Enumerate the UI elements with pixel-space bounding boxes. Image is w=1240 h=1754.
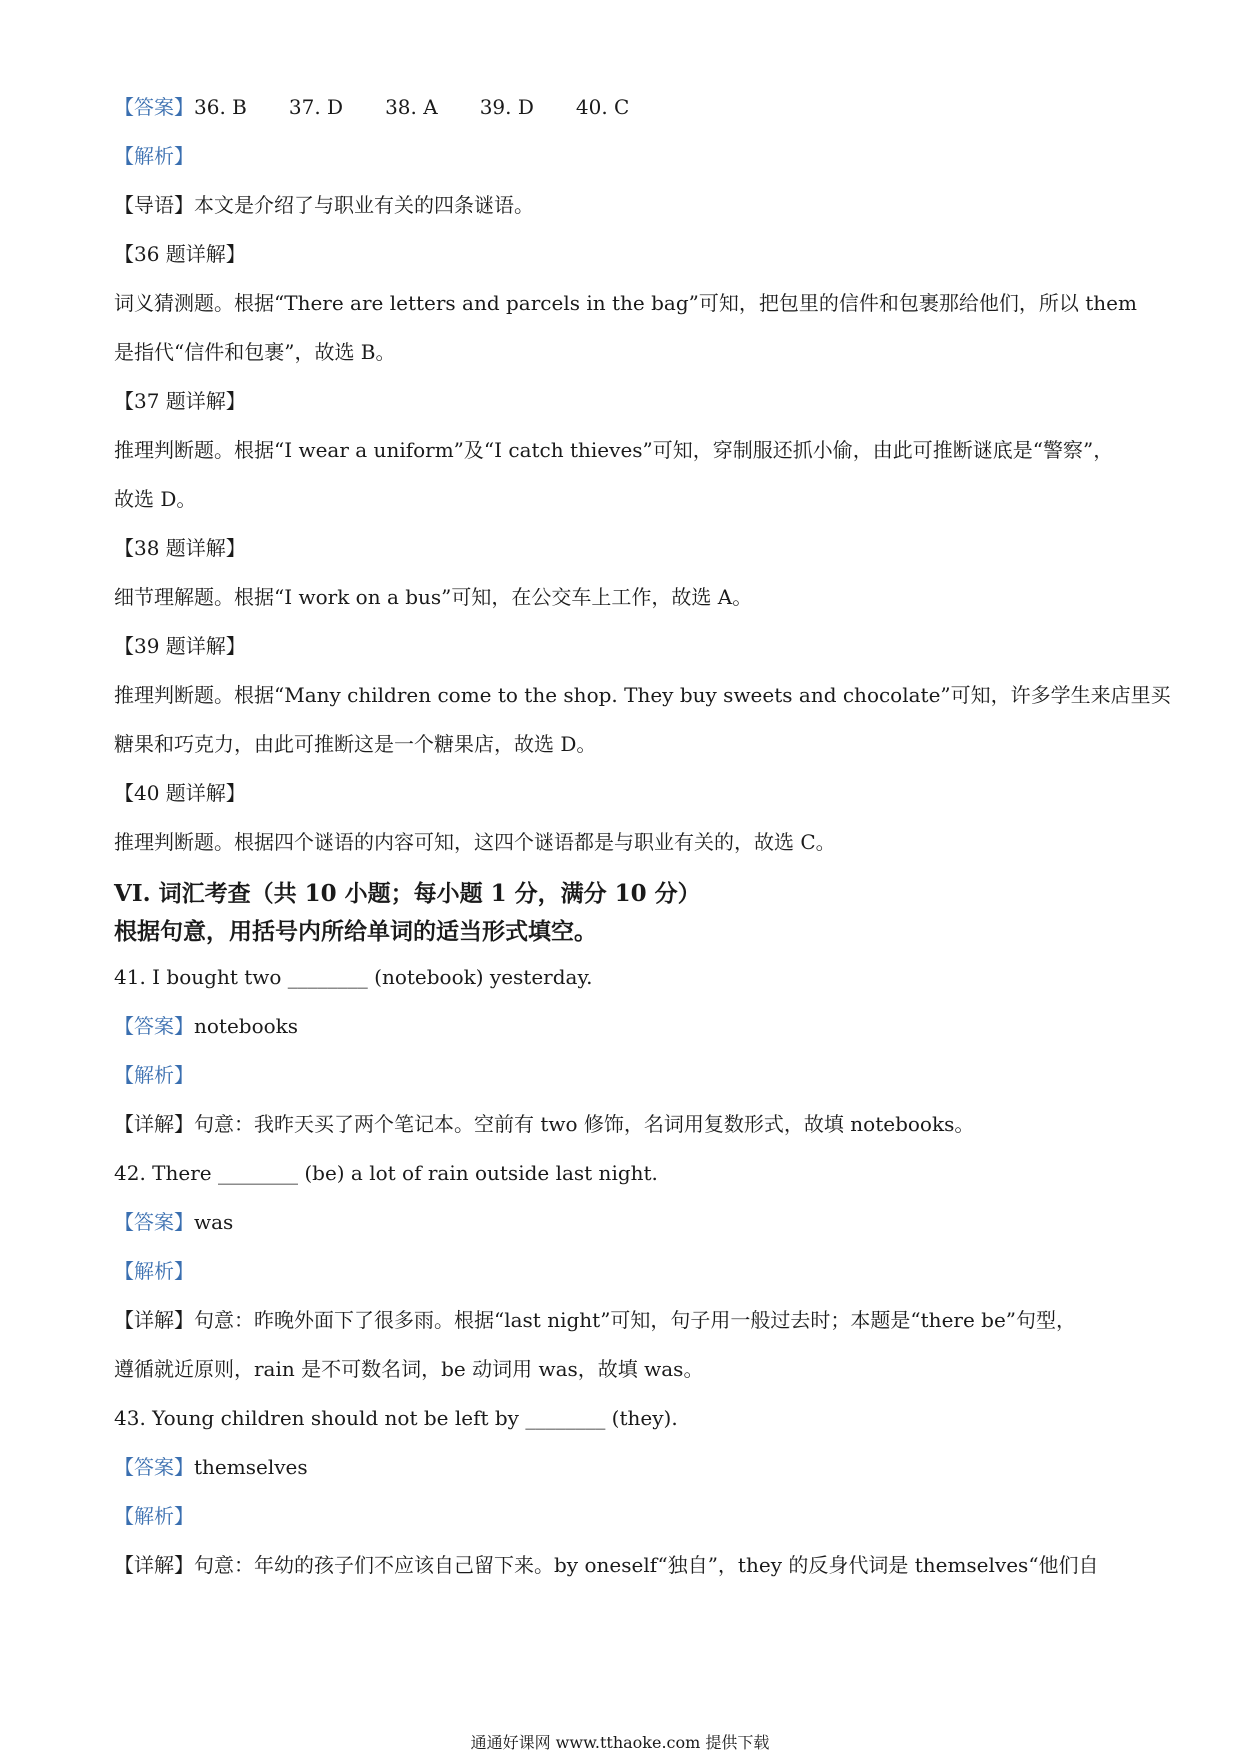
- answer-36: 36. B: [194, 95, 247, 119]
- q41-detail: [114, 1109, 1134, 1139]
- q36-explanation-1: 词义猜测题。根据“There are letters and parcels in the bag”可知，把包里的信件和包裹那给他们，所以 them: [114, 291, 1137, 315]
- q43-answer: [114, 1452, 1134, 1482]
- answer-line-36-40: [114, 92, 1134, 122]
- section-heading: VI. 词汇考查（共 10 小题；每小题 1 分，满分 10 分）: [114, 880, 701, 907]
- answer-37: 37. D: [288, 95, 344, 119]
- q42-answer: [114, 1207, 1134, 1237]
- q41-detail-text: 句意：我昨天买了两个笔记本。空前有 two 修饰，名词用复数形式，故填 notebooks。: [194, 1112, 975, 1136]
- answer-tag: 【答案】: [114, 1210, 194, 1234]
- answer-tag: 【答案】: [114, 95, 194, 119]
- q39-title: 【39 题详解】: [114, 634, 246, 658]
- q42-detail-text-1: 句意：昨晚外面下了很多雨。根据“last night”可知，句子用一般过去时；本题是“there be”句型，: [194, 1308, 1077, 1332]
- q38-explanation-1: 细节理解题。根据“I work on a bus”可知，在公交车上工作，故选 A。: [114, 585, 753, 609]
- q41-question: 41. I bought two ________ (notebook) yesterday.: [114, 965, 593, 989]
- q43-analysis-tag: 【解析】: [114, 1504, 194, 1528]
- q43-detail-text: 句意：年幼的孩子们不应该自己留下来。by oneself“独自”，they 的反身代词是 themselves“他们自: [194, 1553, 1099, 1577]
- detail-tag: 【详解】: [114, 1553, 194, 1577]
- answer-tag: 【答案】: [114, 1455, 194, 1479]
- q43-question: 43. Young children should not be left by ________ (they).: [114, 1406, 678, 1430]
- q41-analysis-tag: 【解析】: [114, 1063, 194, 1087]
- guide-text: 【导语】本文是介绍了与职业有关的四条谜语。: [114, 193, 534, 217]
- page-footer: 通通好课网 www.tthaoke.com 提供下载: [470, 1733, 770, 1752]
- q36-title: 【36 题详解】: [114, 242, 246, 266]
- answer-40: 40. C: [575, 95, 630, 119]
- analysis-tag: 【解析】: [114, 144, 194, 168]
- answer-38: 38. A: [385, 95, 438, 119]
- q37-title: 【37 题详解】: [114, 389, 246, 413]
- section-instruction: 根据句意，用括号内所给单词的适当形式填空。: [114, 918, 597, 945]
- q41-answer-value: notebooks: [194, 1014, 299, 1038]
- q42-detail-1: [114, 1305, 1134, 1335]
- q43-answer-value: themselves: [194, 1455, 308, 1479]
- q42-answer-value: was: [194, 1210, 234, 1234]
- q42-detail-2: 遵循就近原则，rain 是不可数名词，be 动词用 was，故填 was。: [114, 1357, 704, 1381]
- q37-explanation-1: 推理判断题。根据“I wear a uniform”及“I catch thieves”可知，穿制服还抓小偷，由此可推断谜底是“警察”，: [114, 438, 1114, 462]
- q39-explanation-2: 糖果和巧克力，由此可推断这是一个糖果店，故选 D。: [114, 732, 597, 756]
- q37-explanation-2: 故选 D。: [114, 487, 197, 511]
- q40-explanation-1: 推理判断题。根据四个谜语的内容可知，这四个谜语都是与职业有关的，故选 C。: [114, 830, 836, 854]
- answer-tag: 【答案】: [114, 1014, 194, 1038]
- q38-title: 【38 题详解】: [114, 536, 246, 560]
- q41-answer: [114, 1011, 1134, 1041]
- q36-explanation-2: 是指代“信件和包裹”，故选 B。: [114, 340, 396, 364]
- q39-explanation-1: 推理判断题。根据“Many children come to the shop. They buy sweets and chocolate”可知，许多学生来店里买: [114, 683, 1171, 707]
- q43-detail: [114, 1550, 1134, 1580]
- detail-tag: 【详解】: [114, 1112, 194, 1136]
- q40-title: 【40 题详解】: [114, 781, 246, 805]
- q42-analysis-tag: 【解析】: [114, 1259, 194, 1283]
- q42-question: 42. There ________ (be) a lot of rain outside last night.: [114, 1161, 658, 1185]
- answer-39: 39. D: [479, 95, 534, 119]
- detail-tag: 【详解】: [114, 1308, 194, 1332]
